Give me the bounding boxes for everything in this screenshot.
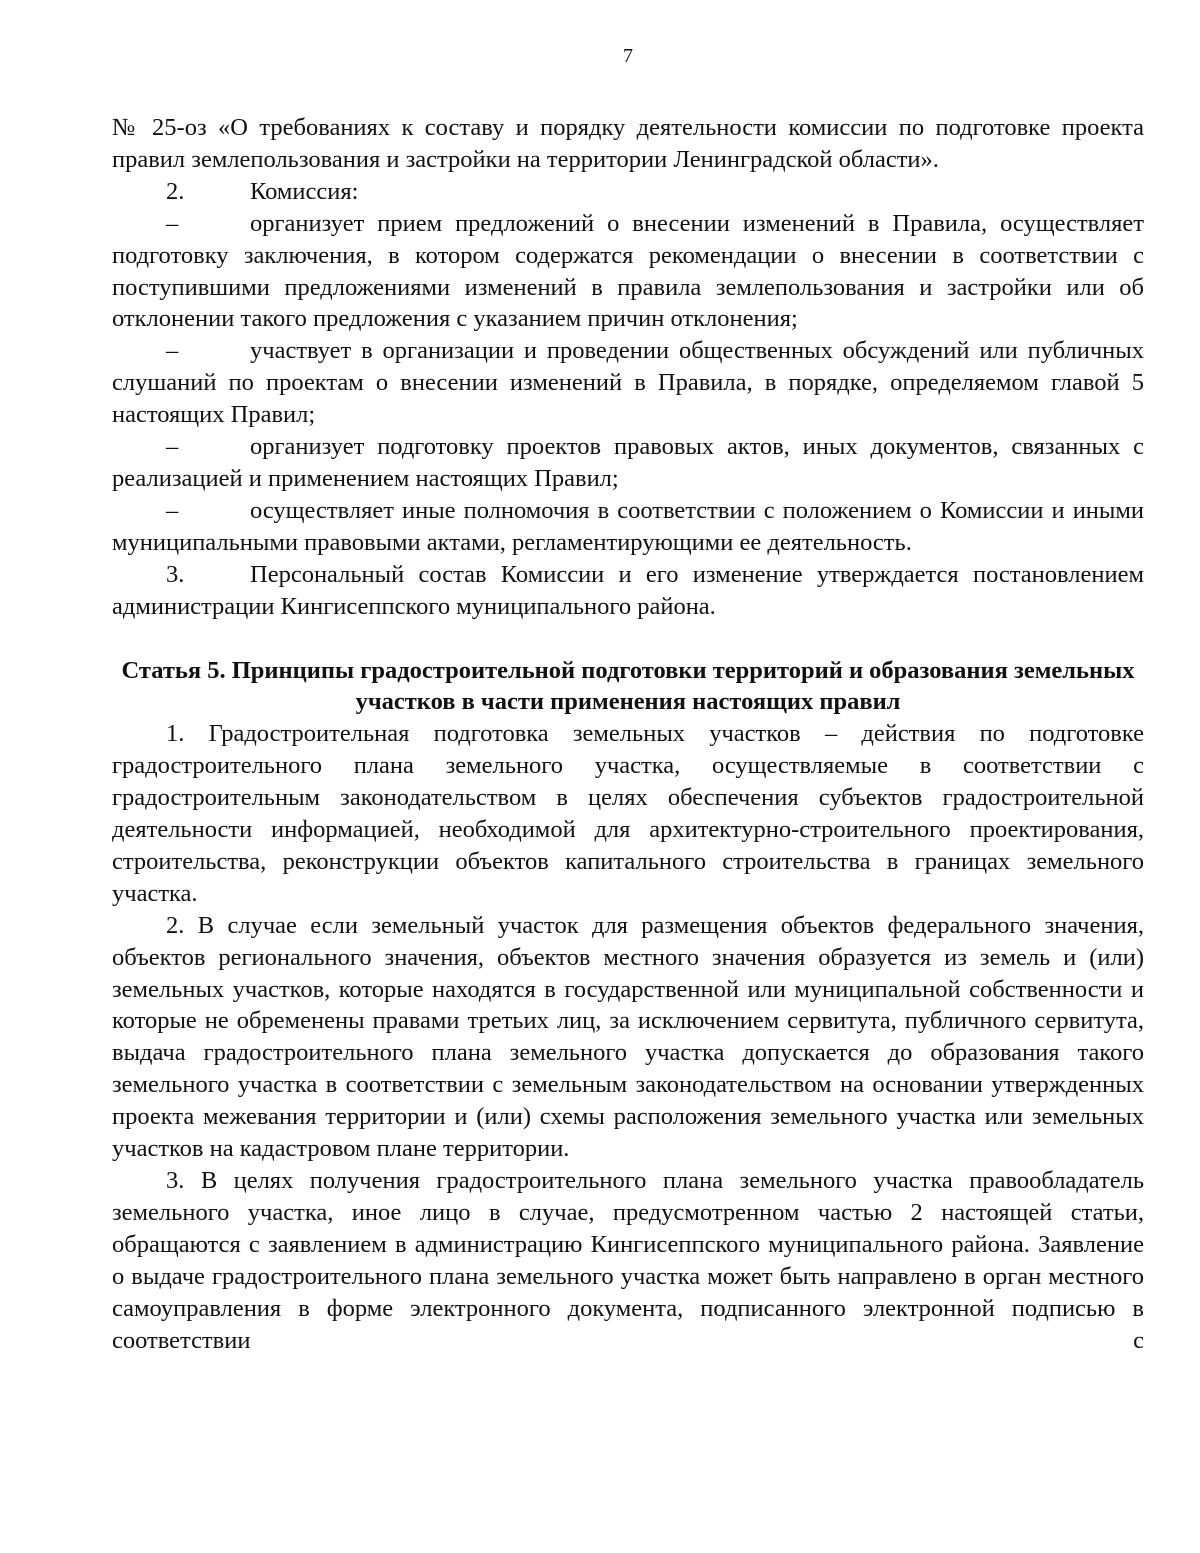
- dash-item-4: [112, 495, 1144, 559]
- paragraph-continuation: № 25-оз «О требованиях к составу и порядку деятельности комиссии по подготовке проекта правил землепользования и застройки на территории Ленинградской области».: [112, 114, 1144, 173]
- item-text: организует прием предложений о внесении изменений в Правила, осуществляет подготовку заключения, в котором содержатся рекомендации о внесении в соответствии с поступившими предложениями изменений в правила землепользования и застройки или об отклонении такого предложения с указанием причин отклонения;: [112, 209, 1144, 333]
- numbered-item-2: [112, 176, 1144, 208]
- document-body: [112, 112, 1144, 1356]
- article-paragraph-2: 2. В случае если земельный участок для размещения объектов федерального значения, объектов регионального значения, объектов местного значения образуется из земель и (или) земельных участков, которые находятся в государственной или муниципальной собственности и которые не обременены правами третьих лиц, за исключением сервитута, публичного сервитута, выдача градостроительного плана земельного участка допускается до образования такого земельного участка в соответствии с земельным законодательством на основании утвержденных проекта межевания территории и (или) схемы расположения земельного участка или земельных участков на кадастровом плане территории.: [112, 911, 1144, 1163]
- article-heading: Статья 5. Принципы градостроительной подготовки территорий и образования земельных участков в части применения настоящих правил: [121, 656, 1135, 716]
- item-marker: 2.: [166, 177, 185, 205]
- item-text: осуществляет иные полномочия в соответствии с положением о Комиссии и иными муниципальными правовыми актами, регламентирующими ее деятельность.: [112, 496, 1144, 556]
- dash-marker: –: [166, 209, 179, 237]
- page-number: 7: [623, 45, 633, 67]
- article-paragraph-1: 1. Градостроительная подготовка земельных участков – действия по подготовке градостроительного плана земельного участка, осуществляемые в соответствии с градостроительным законодательством в целях обеспечения субъектов градостроительной деятельности информацией, необходимой для архитектурно-строительного проектирования, строительства, реконструкции объектов капитального строительства в границах земельного участка.: [112, 720, 1144, 907]
- section-gap: [112, 623, 1144, 655]
- dash-item-3: [112, 431, 1144, 495]
- item-text: участвует в организации и проведении общественных обсуждений или публичных слушаний по проектам о внесении изменений в Правила, в порядке, определяемом главой 5 настоящих Правил;: [112, 337, 1144, 429]
- numbered-item-3: [112, 559, 1144, 623]
- dash-item-2: [112, 335, 1144, 431]
- dash-item-1: [112, 208, 1144, 336]
- item-marker: 3.: [166, 560, 185, 588]
- item-text: Комиссия:: [250, 177, 359, 205]
- article-paragraph-3: 3. В целях получения градостроительного плана земельного участка правообладатель земельного участка, иное лицо в случае, предусмотренном частью 2 настоящей статьи, обращаются с заявлением в администрацию Кингисеппского муниципального района. Заявление о выдаче градостроительного плана земельного участка может быть направлено в орган местного самоуправления в форме электронного документа, подписанного электронной подписью в соответствии с: [112, 1167, 1144, 1354]
- dash-marker: –: [166, 433, 179, 461]
- dash-marker: –: [166, 337, 179, 365]
- dash-marker: –: [166, 496, 179, 524]
- item-text: организует подготовку проектов правовых актов, иных документов, связанных с реализацией и применением настоящих Правил;: [112, 433, 1144, 492]
- item-text: Персональный состав Комиссии и его изменение утверждается постановлением администрации Кингисеппского муниципального района.: [112, 560, 1144, 620]
